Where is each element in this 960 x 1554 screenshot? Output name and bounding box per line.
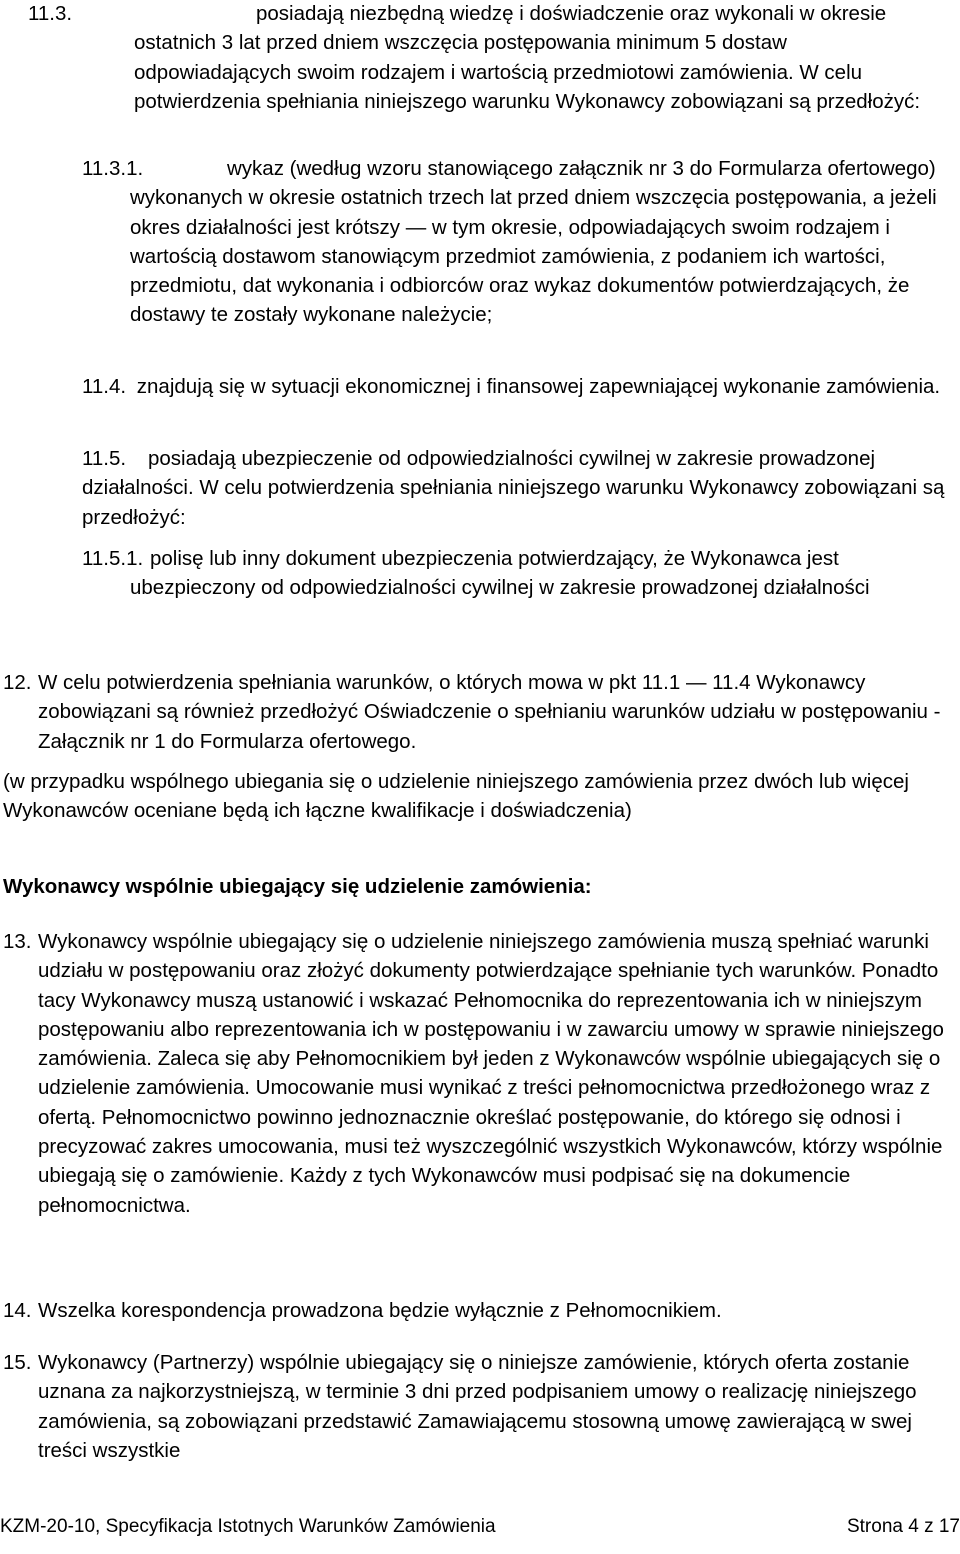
section-text: Wykonawcy (Partnerzy) wspólnie ubiegający się o niniejsze zamówienie, których oferta zostanie uznana za najkorzystniejszą, w terminie 3 dni przed podpisaniem umowy o realizację niniejszego zamówienia, są zobowiązani przedstawić Zamawiającemu stosowną umowę zawierającą w swej treści wszystkie [38, 1351, 917, 1462]
section-11-3 [28, 0, 948, 116]
section-number: 11.5.1. [82, 547, 144, 570]
section-number: 15. [3, 1351, 32, 1374]
section-text: polisę lub inny dokument ubezpieczenia potwierdzający, że Wykonawca jest ubezpieczony od odpowiedzialności cywilnej w zakresie prowadzonej działalności [130, 547, 870, 600]
section-number: 12. [3, 671, 32, 694]
document-id: KZM-20-10, Specyfikacja Istotnych Warunków Zamówienia [0, 1516, 496, 1537]
section-number: 14. [3, 1299, 32, 1322]
section-text: Wszelka korespondencja prowadzona będzie wyłącznie z Pełnomocnikiem. [38, 1299, 722, 1322]
section-11-3-1 [82, 154, 948, 330]
section-11-4 [82, 372, 948, 401]
section-text-content: posiadają niezbędną wiedzę i doświadczenie oraz wykonali w okresie ostatnich 3 lat przed dniem wszczęcia postępowania minimum 5 dostaw odpowiadających swoim rodzajem i wartością przedmiotowi zamówienia. W celu potwierdzenia spełniania niniejszego warunku Wykonawcy zobowiązani są przedłożyć: [134, 2, 921, 113]
section-15 [3, 1348, 948, 1465]
note-paragraph: (w przypadku wspólnego ubiegania się o udzielenie niniejszego zamówienia przez dwóch lub więcej Wykonawców oceniane będą ich łączne kwalifikacje i doświadczenia) [3, 770, 909, 823]
section-number: 11.3. [28, 2, 73, 25]
section-13 [3, 927, 958, 1220]
section-12 [3, 668, 948, 756]
section-number: 11.3.1. [82, 157, 144, 180]
section-number: 13. [3, 930, 32, 953]
page-footer [0, 1512, 960, 1554]
section-number: 11.5. [82, 447, 127, 470]
section-11-5-1 [82, 544, 948, 603]
section-text: wykaz (według wzoru stanowiącego załącznik nr 3 do Formularza ofertowego) wykonanych w okresie ostatnich trzech lat przed dniem wszczęcia postępowania, a jeżeli okres działalności jest krótszy — w tym okresie, odpowiadających swoim rodzajem i wartością dostawom stanowiącym przedmiot zamówienia, z podaniem ich wartości, przedmiotu, dat wykonania i odbiorców oraz wykaz dokumentów potwierdzających, że dostawy te zostały wykonane należycie; [130, 157, 937, 327]
section-text [81, 0, 948, 116]
section-number-inline: 11.4. [82, 375, 127, 398]
section-text: posiadają ubezpieczenie od odpowiedzialności cywilnej w zakresie prowadzonej działalności. W celu potwierdzenia spełniania niniejszego warunku Wykonawcy zobowiązani są przedłożyć: [82, 447, 945, 529]
section-text: W celu potwierdzenia spełniania warunków, o których mowa w pkt 11.1 — 11.4 Wykonawcy zobowiązani są również przedłożyć Oświadczenie o spełnianiu warunków udziału w postępowaniu - Załącznik nr 1 do Formularza ofertowego. [38, 671, 941, 753]
section-text: Wykonawcy wspólnie ubiegający się o udzielenie niniejszego zamówienia muszą spełniać warunki udziału w postępowaniu oraz złożyć dokumenty potwierdzające spełnianie tych warunków. Ponadto tacy Wykonawcy muszą ustanowić i wskazać Pełnomocnika do reprezentowania ich w niniejszym postępowaniu albo reprezentowania ich w postępowaniu i w zawarciu umowy w sprawie niniejszego zamówienia. Zaleca się aby Pełnomocnikiem był jeden z Wykonawców wspólnie ubiegających się o udzielenie zamówienia. Umocowanie musi wynikać z treści pełnomocnictwa przedłożonego wraz z ofertą. Pełnomocnictwo powinno jednoznacznie określać postępowanie, do którego się odnosi i precyzować zakres umocowania, musi też wyszczególnić wszystkich Wykonawców, którzy wspólnie ubiegają się o zamówienie. Każdy z tych Wykonawców musi podpisać się na dokumencie pełnomocnictwa. [38, 930, 944, 1217]
page-number: Strona 4 z 17 [846, 1516, 960, 1537]
section-11-5 [82, 444, 948, 532]
section-text-content: znajdują się w sytuacji ekonomicznej i finansowej zapewniającej wykonanie zamówienia. [136, 375, 941, 398]
section-heading: Wykonawcy wspólnie ubiegający się udzielenie zamówienia: [3, 875, 592, 898]
section-14 [3, 1296, 948, 1325]
section-text [82, 372, 948, 401]
